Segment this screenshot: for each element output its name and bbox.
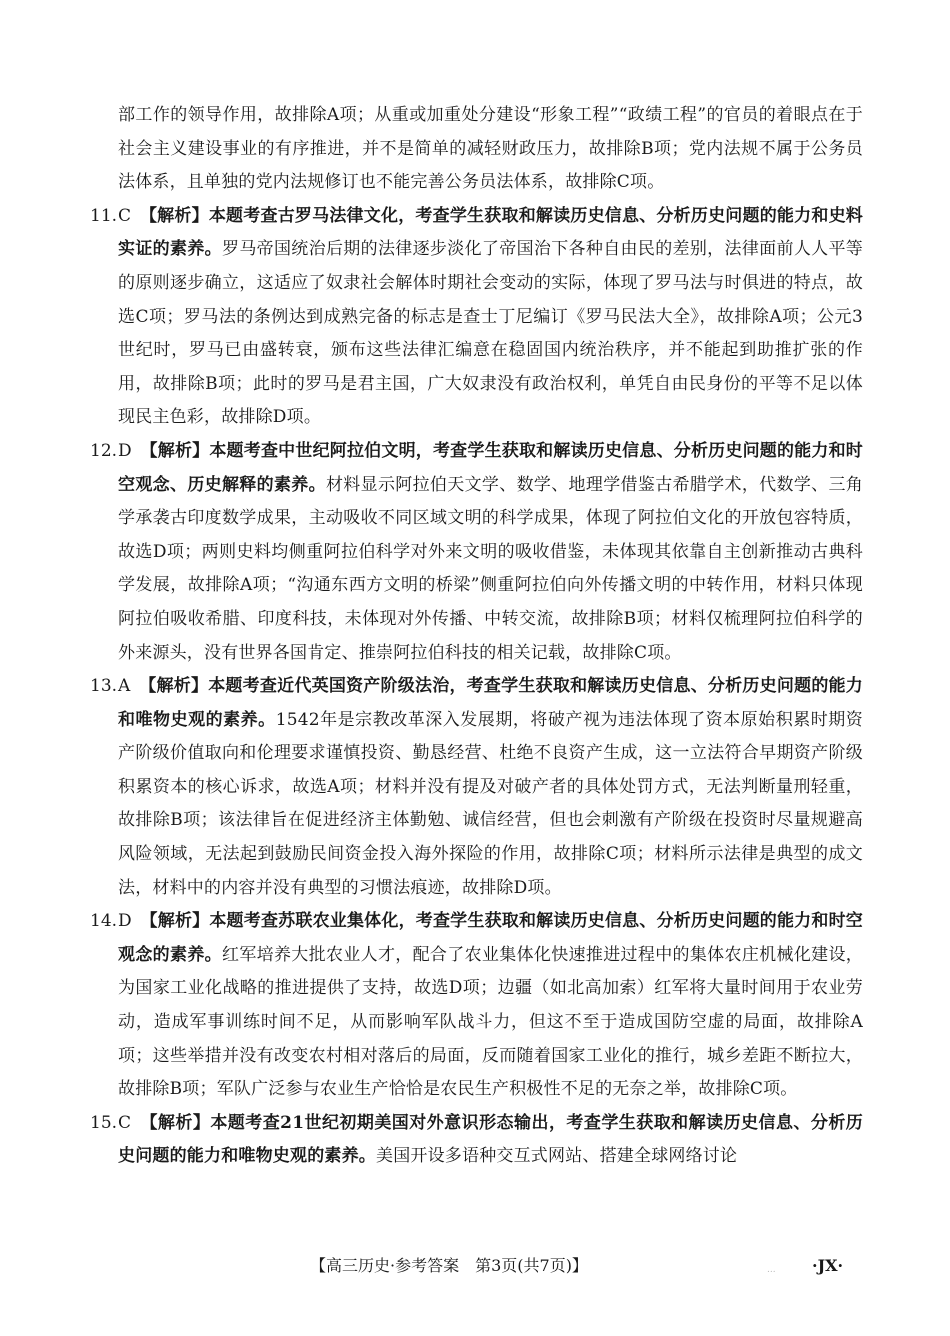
answer-letter: D xyxy=(118,911,132,932)
explanation-text: 罗马帝国统治后期的法律逐步淡化了帝国治下各种自由民的差别，法律面前人人平等的原则逐步确立，这适应了奴隶社会解体时期社会变动的实际，体现了罗马法与时俱进的特点，故选C项；罗马法的条例达到成熟完备的标志是查士丁尼编订《罗马民法大全》，故排除A项；公元3世纪时，罗马已由盛转衰，颁布这些法律汇编意在稳固国内统治秩序，并不能起到助推扩张的作用，故排除B项；此时的罗马是君主国，广大奴隶没有政治权利，单凭自由民身份的平等不足以体现民主色彩，故排除D项。 xyxy=(118,239,864,428)
answer-letter: D xyxy=(118,440,132,461)
answer-item-11 xyxy=(90,200,864,435)
item-number: 13. xyxy=(90,676,118,697)
footer-region-code: ·JX· xyxy=(812,1256,844,1275)
analysis-tag: 【解析】 xyxy=(148,1112,211,1133)
page-footer xyxy=(0,1251,950,1281)
footer-mark: ... xyxy=(767,1265,776,1275)
analysis-tag: 【解析】 xyxy=(149,440,210,461)
item-number: 14. xyxy=(90,911,118,932)
item-number: 15. xyxy=(90,1112,118,1133)
question-focus: 本题考查古罗马法律文化，考查学生获取和解读历史信息、分析历史问题的能力和史料实证的素养。 xyxy=(118,205,863,260)
answer-item-12 xyxy=(90,435,864,670)
item-number: 11. xyxy=(90,205,118,226)
item-paragraph xyxy=(118,1107,863,1174)
question-focus: 本题考查苏联农业集体化，考查学生获取和解读历史信息、分析历史问题的能力和时空观念的素养。 xyxy=(118,911,863,965)
explanation-text: 1542年是宗教改革深入发展期，将破产视为违法体现了资本原始积累时期资产阶级价值取向和伦理要求谨慎投资、勤恳经营、杜绝不良资产生成，这一立法符合早期资产阶级积累资本的核心诉求，故选A项；材料并没有提及对破产者的具体处罚方式，无法判断量刑轻重，故排除B项；该法律旨在促进经济主体勤勉、诚信经营，但也会刺激有产阶级在投资时尽量规避高风险领域，无法起到鼓励民间资金投入海外探险的作用，故排除C项；材料所示法律是典型的成文法，材料中的内容并没有典型的习惯法痕迹，故排除D项。 xyxy=(118,709,863,898)
answer-item-13 xyxy=(90,670,863,905)
answer-letter: A xyxy=(118,676,131,697)
explanation-text: 美国开设多语种交互式网站、搭建全球网络讨论 xyxy=(376,1146,738,1167)
item-number: 12. xyxy=(90,440,118,461)
analysis-tag: 【解析】 xyxy=(149,911,210,932)
footer-page-info: 【高三历史·参考答案 第3页(共7页)】 xyxy=(310,1256,588,1275)
explanation-text: 材料显示阿拉伯天文学、数学、地理学借鉴古希腊学术，代数学、三角学承袭古印度数学成果，主动吸收不同区域文明的科学成果，体现了阿拉伯文化的开放包容特质，故选D项；两则史料均侧重阿拉伯科学对外来文明的吸收借鉴，未体现其依靠自主创新推动古典科学发展，故排除A项；“沟通东西方文明的桥梁”侧重阿拉伯向外传播文明的中转作用，材料只体现阿拉伯吸收希腊、印度科技，未体现对外传播、中转交流，故排除B项；材料仅梳理阿拉伯科学的外来源头，没有世界各国肯定、推崇阿拉伯科技的相关记载，故排除C项。 xyxy=(118,474,864,663)
answer-letter: C xyxy=(118,205,132,226)
question-focus: 本题考查21世纪初期美国对外意识形态输出，考查学生获取和解读历史信息、分析历史问题的能力和唯物史观的素养。 xyxy=(118,1112,863,1167)
answer-item-15 xyxy=(90,1107,863,1174)
intro-paragraph: 部工作的领导作用，故排除A项；从重或加重处分建设“形象工程”“政绩工程”的官员的着眼点在于社会主义建设事业的有序推进，并不是简单的减轻财政压力，故排除B项；党内法规不属于公务员法体系，且单独的党内法规修订也不能完善公务员法体系，故排除C项。 xyxy=(118,105,863,193)
item-paragraph xyxy=(118,200,863,435)
question-focus: 本题考查中世纪阿拉伯文明，考查学生获取和解读历史信息、分析历史问题的能力和时空观念、历史解释的素养。 xyxy=(118,440,863,495)
question-focus: 本题考查近代英国资产阶级法治，考查学生获取和解读历史信息、分析历史问题的能力和唯物史观的素养。 xyxy=(118,676,863,730)
item-paragraph xyxy=(118,905,863,1107)
answer-letter: C xyxy=(118,1112,132,1133)
answer-text-block xyxy=(90,99,864,1174)
answer-item-14 xyxy=(90,905,864,1107)
explanation-text: 红军培养大批农业人才，配合了农业集体化快速推进过程中的集体农庄机械化建设，为国家工业化战略的推进提供了支持，故选D项；边疆（如北高加索）红军将大量时间用于农业劳动，造成军事训练时间不足，从而影响军队战斗力，但这不至于造成国防空虚的局面，故排除A项；这些举措并没有改变农村相对落后的局面，反而随着国家工业化的推行，城乡差距不断拉大，故排除B项；军队广泛参与农业生产恰恰是农民生产积极性不足的无奈之举，故排除C项。 xyxy=(118,944,864,1100)
analysis-tag: 【解析】 xyxy=(147,676,209,697)
analysis-tag: 【解析】 xyxy=(148,205,209,226)
item-paragraph xyxy=(118,435,863,670)
item-paragraph xyxy=(118,670,863,905)
